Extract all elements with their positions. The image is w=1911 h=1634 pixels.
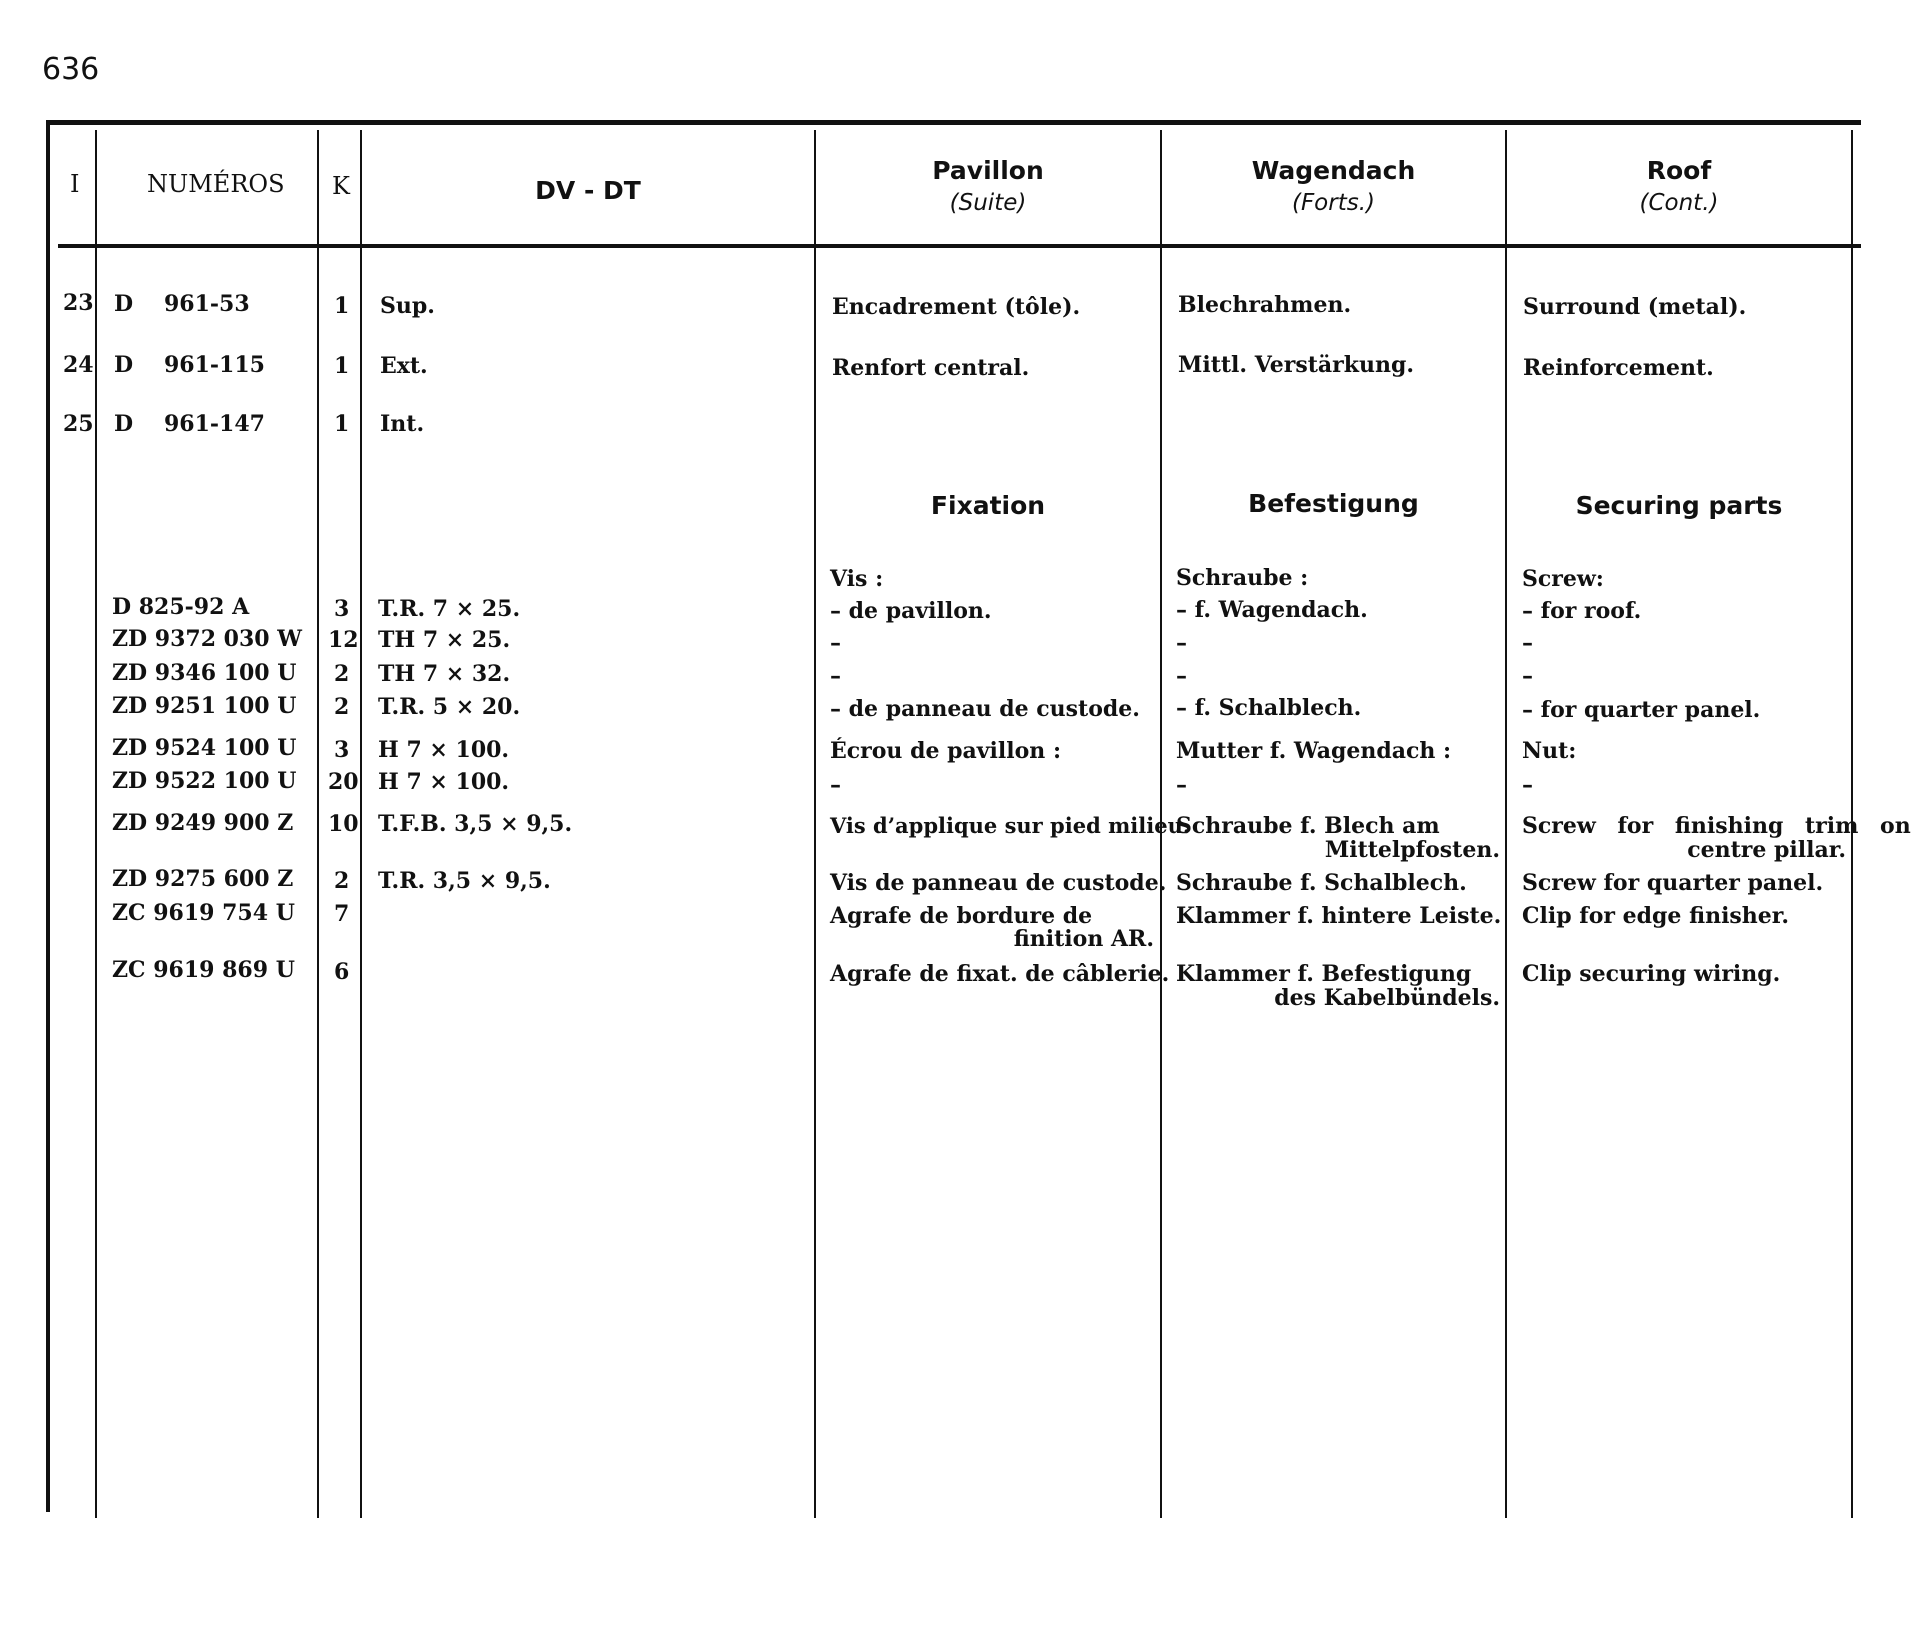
- header-de-title: Wagendach: [1251, 156, 1416, 185]
- desc-de: Klammer f. hintere Leiste.: [1176, 903, 1502, 929]
- item-index: 24: [63, 352, 94, 378]
- quantity: 1: [334, 293, 350, 319]
- part-number: 961-147: [164, 411, 265, 437]
- desc-fr: Agrafe de fixat. de câblerie.: [830, 961, 1170, 987]
- desc-en: –: [1522, 772, 1533, 798]
- quantity: 1: [334, 353, 350, 379]
- desc-de: Mutter f. Wagendach :: [1176, 738, 1452, 764]
- dvdt-value: T.R. 5 × 20.: [378, 694, 521, 720]
- desc-en: –: [1522, 663, 1533, 689]
- section-title-fr: Fixation: [930, 491, 1046, 520]
- desc-fr: Écrou de pavillon :: [830, 738, 1062, 764]
- desc-en: Nut:: [1522, 738, 1577, 764]
- desc-de: – f. Schalblech.: [1176, 695, 1362, 721]
- desc-de: Mittl. Verstärkung.: [1178, 352, 1415, 378]
- part-prefix: D: [114, 411, 134, 437]
- header-en-sub: (Cont.): [1639, 190, 1719, 216]
- desc-fr: Renfort central.: [832, 355, 1030, 381]
- col-divider-k: [360, 130, 362, 1518]
- desc-de-cont: Mittelpfosten.: [1324, 837, 1500, 863]
- desc-en: Clip securing wiring.: [1522, 961, 1781, 987]
- desc-en: Surround (metal).: [1523, 294, 1747, 320]
- header-col-k: K: [332, 172, 350, 200]
- col-divider-i: [95, 130, 97, 1518]
- desc-en: –: [1522, 630, 1533, 656]
- part-number: ZD 9524 100 U: [112, 735, 297, 761]
- desc-fr: Vis de panneau de custode.: [830, 870, 1167, 896]
- col-divider-dvdt: [814, 130, 816, 1518]
- quantity: 3: [334, 737, 350, 763]
- header-col-numeros: NUMÉROS: [147, 170, 285, 198]
- part-number: 961-115: [164, 352, 265, 378]
- table-top-rule: [46, 120, 1861, 125]
- dvdt-value: H 7 × 100.: [378, 737, 510, 763]
- desc-fr: Encadrement (tôle).: [832, 294, 1081, 320]
- desc-en: Reinforcement.: [1523, 355, 1714, 381]
- quantity: 7: [334, 901, 350, 927]
- part-prefix: D: [114, 291, 134, 317]
- quantity: 3: [334, 596, 350, 622]
- part-number: ZD 9249 900 Z: [112, 810, 294, 836]
- col-divider-de: [1505, 130, 1507, 1518]
- quantity: 2: [334, 661, 350, 687]
- part-number: ZD 9522 100 U: [112, 768, 297, 794]
- header-de-sub: (Forts.): [1291, 190, 1375, 216]
- col-divider-numeros: [317, 130, 319, 1518]
- quantity: 10: [328, 811, 359, 837]
- quantity: 6: [334, 959, 350, 985]
- dvdt-value: Int.: [380, 411, 425, 437]
- section-title-en: Securing parts: [1575, 491, 1783, 520]
- desc-de: –: [1176, 663, 1187, 689]
- desc-fr: – de panneau de custode.: [830, 696, 1140, 722]
- quantity: 2: [334, 868, 350, 894]
- desc-en: Screw for finishing trim on: [1522, 813, 1911, 839]
- desc-en: Screw for quarter panel.: [1522, 870, 1824, 896]
- desc-fr-cont: finition AR.: [1013, 926, 1154, 952]
- desc-fr: Agrafe de bordure de: [830, 903, 1093, 929]
- quantity: 20: [328, 769, 359, 795]
- desc-fr: –: [830, 772, 841, 798]
- header-fr-title: Pavillon: [932, 156, 1044, 185]
- desc-en: – for roof.: [1522, 598, 1642, 624]
- part-number: ZC 9619 754 U: [112, 900, 295, 926]
- desc-de-cont: des Kabelbündels.: [1274, 985, 1500, 1011]
- dvdt-value: TH 7 × 25.: [378, 627, 511, 653]
- quantity: 2: [334, 694, 350, 720]
- quantity: 12: [328, 627, 359, 653]
- desc-de: – f. Wagendach.: [1176, 597, 1368, 623]
- dvdt-value: T.F.B. 3,5 × 9,5.: [378, 811, 573, 837]
- table-left-border: [46, 120, 50, 1512]
- page-number: 636: [42, 52, 100, 87]
- part-number: ZC 9619 869 U: [112, 957, 295, 983]
- header-fr-sub: (Suite): [949, 190, 1027, 216]
- part-number: ZD 9346 100 U: [112, 660, 297, 686]
- dvdt-value: TH 7 × 32.: [378, 661, 511, 687]
- desc-de: –: [1176, 772, 1187, 798]
- header-col-i: I: [70, 170, 80, 198]
- part-number: ZD 9251 100 U: [112, 693, 297, 719]
- screw-heading-en: Screw:: [1522, 566, 1604, 592]
- header-en-title: Roof: [1646, 156, 1712, 185]
- dvdt-value: H 7 × 100.: [378, 769, 510, 795]
- desc-de: Blechrahmen.: [1178, 292, 1352, 318]
- item-index: 23: [63, 290, 94, 316]
- quantity: 1: [334, 411, 350, 437]
- dvdt-value: Sup.: [380, 293, 435, 319]
- screw-heading-de: Schraube :: [1176, 565, 1309, 591]
- desc-de: Schraube f. Schalblech.: [1176, 870, 1467, 896]
- desc-en: Clip for edge finisher.: [1522, 903, 1790, 929]
- desc-en-cont: centre pillar.: [1687, 837, 1846, 863]
- part-prefix: D: [114, 352, 134, 378]
- desc-fr: –: [830, 663, 841, 689]
- desc-de: Schraube f. Blech am: [1176, 813, 1440, 839]
- desc-fr: Vis d’applique sur pied milieu.: [830, 813, 1191, 838]
- dvdt-value: Ext.: [380, 353, 428, 379]
- header-col-dvdt: DV - DT: [535, 176, 641, 205]
- desc-fr: – de pavillon.: [830, 598, 992, 624]
- item-index: 25: [63, 411, 94, 437]
- desc-de: Klammer f. Befestigung: [1176, 961, 1472, 987]
- part-number: ZD 9275 600 Z: [112, 866, 294, 892]
- dvdt-value: T.R. 3,5 × 9,5.: [378, 868, 551, 894]
- part-number: D 825-92 A: [112, 594, 250, 620]
- section-title-de: Befestigung: [1248, 489, 1419, 518]
- dvdt-value: T.R. 7 × 25.: [378, 596, 521, 622]
- screw-heading-fr: Vis :: [830, 566, 884, 592]
- desc-fr: –: [830, 630, 841, 656]
- part-number: 961-53: [164, 291, 250, 317]
- desc-en: – for quarter panel.: [1522, 697, 1761, 723]
- desc-de: –: [1176, 630, 1187, 656]
- part-number: ZD 9372 030 W: [112, 626, 302, 652]
- header-bottom-rule: [58, 244, 1861, 248]
